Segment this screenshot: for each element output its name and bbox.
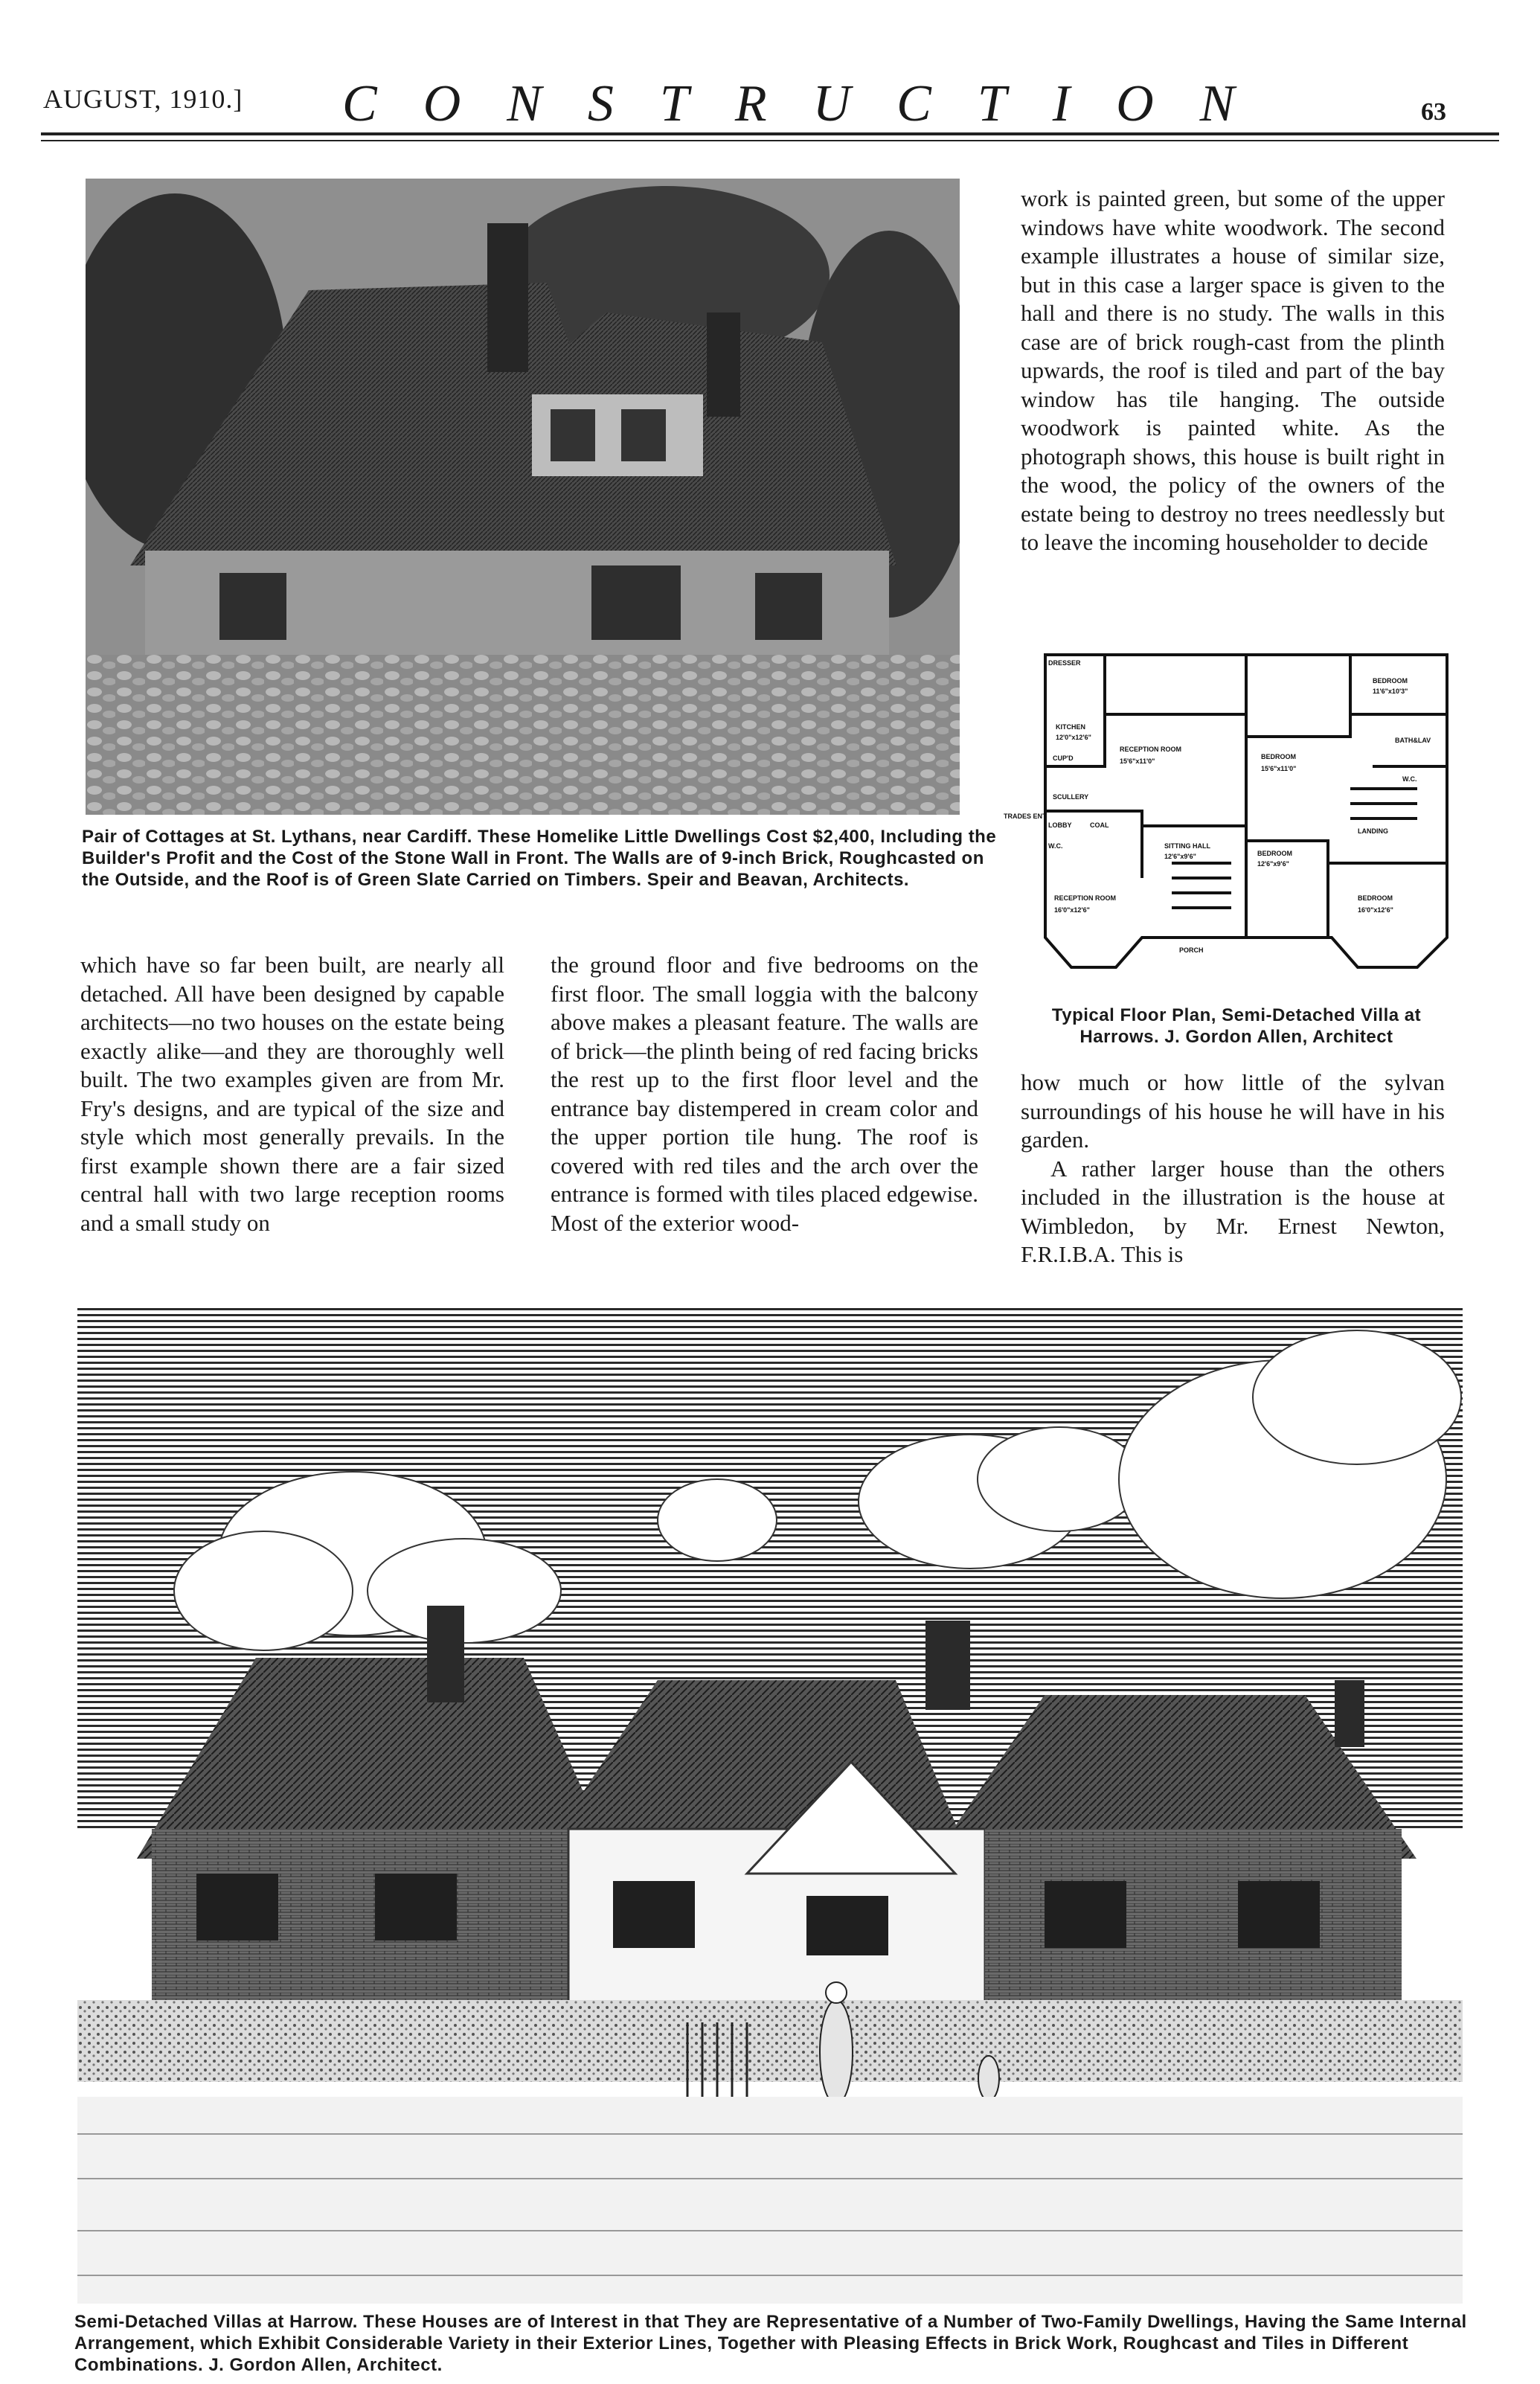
plan-label-kitchen-dim: 12'0"x12'6" xyxy=(1056,734,1091,741)
paragraph: which have so far been built, are nearly all detached. All have been designed by capable architects—no two houses on the estate being exactly alike—and they are thoroughly well built. The two examples given are from Mr. Fry's designs, and are typical of the size and style which most generally prevails. In the first example shown there are a fair sized central hall with two large reception rooms and a small study on xyxy=(80,952,504,1236)
running-head-date: AUGUST, 1910.] xyxy=(43,84,243,114)
paragraph: how much or how little of the sylvan surroundings of his house he will have in his garden. xyxy=(1021,1069,1445,1153)
plan-label-bedroom-2-dim: 12'6"x9'6" xyxy=(1257,860,1289,868)
plan-label-reception-1: RECEPTION ROOM xyxy=(1120,746,1182,753)
plan-label-wc-2: W.C. xyxy=(1048,842,1063,850)
left-column-text xyxy=(80,951,504,1237)
plan-label-bedroom-tr-dim: 11'6"x10'3" xyxy=(1373,688,1408,695)
plan-label-coal: COAL xyxy=(1090,821,1109,829)
right-column-top-text xyxy=(1021,185,1445,557)
plan-label-dresser: DRESSER xyxy=(1048,659,1081,667)
plan-label-bathroom: BATH&LAV xyxy=(1395,737,1431,744)
plan-label-scullery: SCULLERY xyxy=(1053,793,1089,801)
right-column-bottom-text xyxy=(1021,1068,1445,1269)
cottages-photo xyxy=(86,179,960,815)
plan-label-bedroom-1: BEDROOM xyxy=(1261,753,1296,760)
plan-label-bedroom-tr: BEDROOM xyxy=(1373,677,1408,685)
plan-label-reception-2: RECEPTION ROOM xyxy=(1054,894,1117,902)
floor-plan-caption: Typical Floor Plan, Semi-Detached Villa at Harrows. J. Gordon Allen, Architect xyxy=(1051,1005,1422,1047)
harrow-villas-illustration xyxy=(77,1308,1463,2304)
floor-plan-drawing xyxy=(1001,640,1477,997)
page-number: 63 xyxy=(1421,98,1446,126)
plan-label-reception-1-dim: 15'6"x11'0" xyxy=(1120,757,1155,765)
plan-label-sitting-hall-dim: 12'6"x9'6" xyxy=(1164,853,1196,860)
header-rule xyxy=(41,132,1499,135)
plan-label-sitting-hall: SITTING HALL xyxy=(1164,842,1210,850)
plan-label-lobby: LOBBY xyxy=(1048,821,1072,829)
paragraph: A rather larger house than the others included in the illustration is the house at Wimbledon, by Mr. Ernest Newton, F.R.I.B.A. This is xyxy=(1021,1155,1445,1267)
plan-label-porch: PORCH xyxy=(1179,946,1204,954)
paragraph: the ground floor and five bedrooms on the first floor. The small loggia with the balcony above makes a pleasant feature. The walls are of brick—the plinth being of red facing bricks the rest up to the first floor level and the entrance bay distempered in cream color and the upper portion tile hung. The roof is covered with red tiles and the arch over the entrance is formed with tiles placed edgewise. Most of the exterior wood- xyxy=(551,952,978,1236)
plan-label-reception-2-dim: 16'0"x12'6" xyxy=(1054,906,1090,914)
plan-label-bedroom-1-dim: 15'6"x11'0" xyxy=(1261,765,1297,772)
plan-label-bedroom-3: BEDROOM xyxy=(1358,894,1393,902)
paragraph: work is painted green, but some of the upper windows have white woodwork. The second example illustrates a house of similar size, but in this case a larger space is given to the hall and there is no study. The walls in this case are of brick rough-cast from the plinth upwards, the roof is tiled and part of the bay window has tile hanging. The outside woodwork is painted white. As the photograph shows, this house is built right in the wood, the policy of the owners of the estate being to destroy no trees needlessly but to leave the incoming householder to decide xyxy=(1021,185,1445,555)
harrow-villas-caption: Semi-Detached Villas at Harrow. These Houses are of Interest in that They are Representative of a Number of Two-Family Dwellings, Having the Same Internal Arrangement, which Exhibit Considerable Variety in their Exterior Lines, Together with Pleasing Effects in Brick Work, Roughcast and Tiles in Different Combinations. J. Gordon Allen, Architect. xyxy=(74,2312,1467,2375)
journal-title: CONSTRUCTION xyxy=(342,75,1281,132)
plan-label-bedroom-3-dim: 16'0"x12'6" xyxy=(1358,906,1393,914)
plan-label-landing: LANDING xyxy=(1358,827,1388,835)
cottages-caption: Pair of Cottages at St. Lythans, near Cardiff. These Homelike Little Dwellings Cost $2,400, Including the Builder's Profit and the Cost of the Stone Wall in Front. The Walls are of 9-inch Brick, Roughcasted on the Outside, and the Roof is of Green Slate Carried on Timbers. Speir and Beavan, Architects. xyxy=(82,827,997,890)
middle-column-text xyxy=(551,951,978,1237)
plan-label-cupd: CUP'D xyxy=(1053,754,1074,762)
plan-label-bedroom-2: BEDROOM xyxy=(1257,850,1292,857)
plan-label-tradesmen: TRADES ENT xyxy=(1004,813,1047,820)
plan-label-kitchen: KITCHEN xyxy=(1056,723,1085,731)
plan-label-wc: W.C. xyxy=(1402,775,1417,783)
header-rule-thin xyxy=(41,140,1499,141)
